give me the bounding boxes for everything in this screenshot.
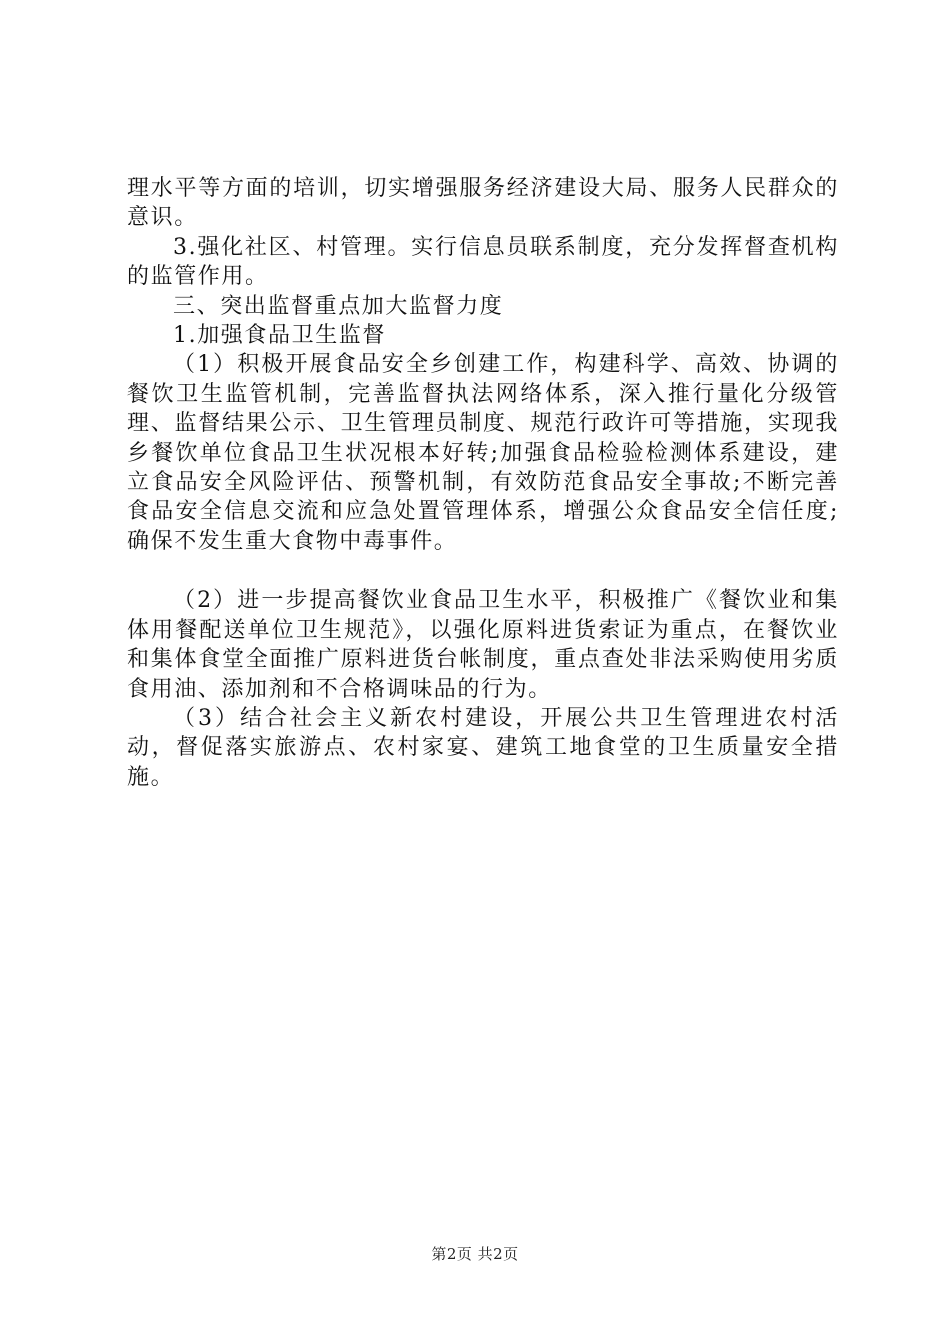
paragraph-item-1: （1）积极开展食品安全乡创建工作，构建科学、高效、协调的餐饮卫生监管机制，完善监督执法网络体系，深入推行量化分级管理、监督结果公示、卫生管理员制度、规范行政许可等措施，实现我乡餐饮单位食品卫生状况根本好转;加强食品检验检测体系建设，建立食品安全风险评估、预警机制，有效防范食品安全事故;不断完善食品安全信息交流和应急处置管理体系，增强公众食品安全信任度;确保不发生重大食物中毒事件。 (127, 352, 839, 554)
page-footer: 第2页 共2页 (431, 1245, 519, 1263)
paragraph-item-3: （3）结合社会主义新农村建设，开展公共卫生管理进农村活动，督促落实旅游点、农村家宴、建筑工地食堂的卫生质量安全措施。 (127, 705, 839, 790)
subsection-heading-food-hygiene: 1.加强食品卫生监督 (173, 323, 386, 349)
section-heading-three: 三、突出监督重点加大监督力度 (173, 293, 504, 319)
paragraph-training-continuation: 理水平等方面的培训，切实增强服务经济建设大局、服务人民群众的意识。 (127, 176, 839, 231)
paragraph-item-2: （2）进一步提高餐饮业食品卫生水平，积极推广《餐饮业和集体用餐配送单位卫生规范》，以强化原料进货索证为重点，在餐饮业和集体食堂全面推广原料进货台帐制度，重点查处非法采购使用劣质食用油、添加剂和不合格调味品的行为。 (127, 588, 839, 702)
document-body (127, 174, 839, 792)
paragraph-community-management: 3.强化社区、村管理。实行信息员联系制度，充分发挥督查机构的监管作用。 (127, 234, 839, 290)
